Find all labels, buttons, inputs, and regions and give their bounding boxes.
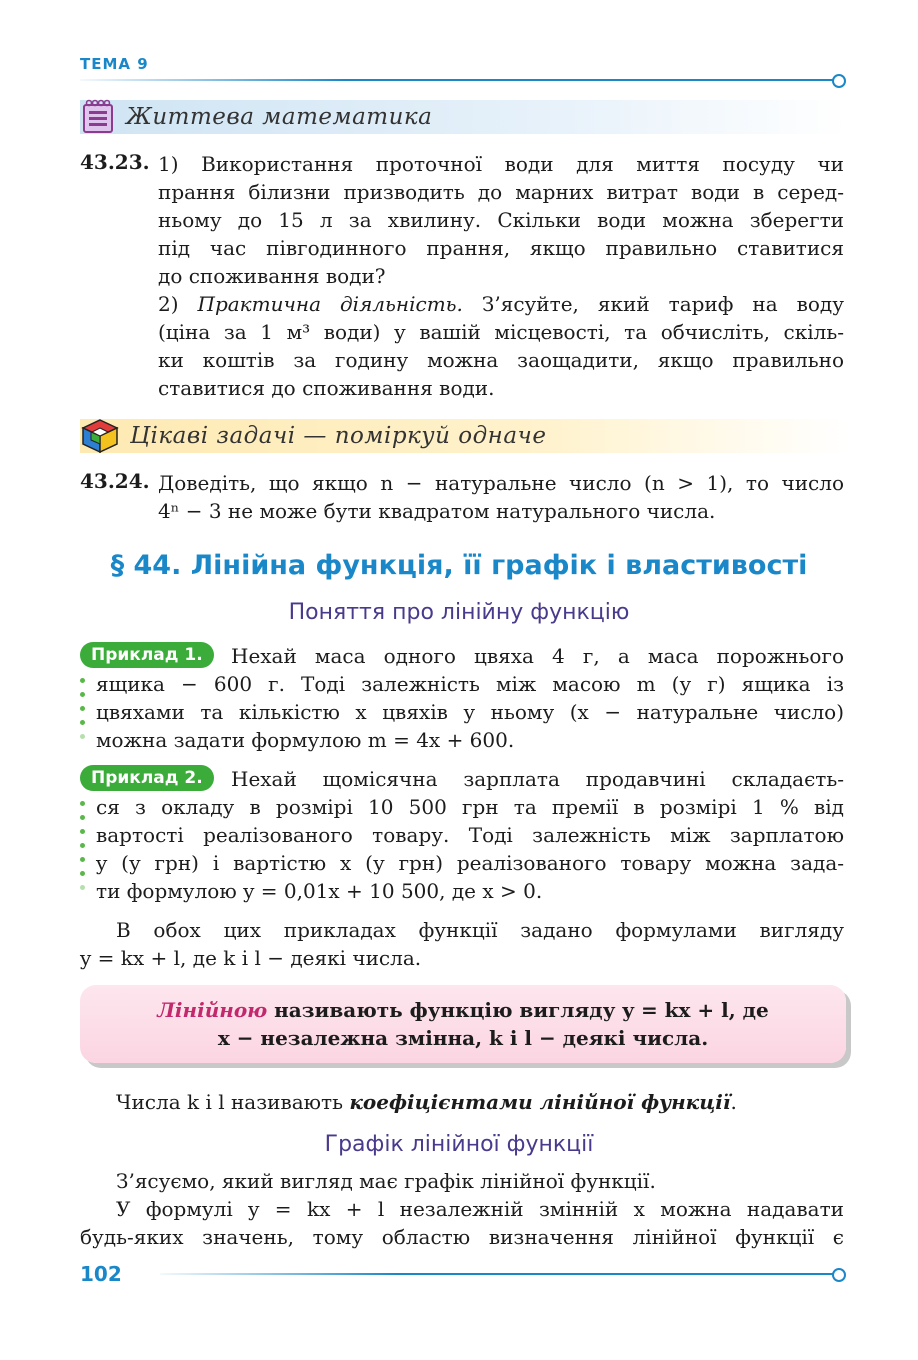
text-line: Доведіть, що якщо n − натуральне число (n > 1), то число (158, 471, 844, 495)
example-1-text (96, 642, 844, 754)
header-rule (80, 79, 835, 81)
text-line: будь-яких значень, тому областю визначення лінійної функції є (80, 1225, 844, 1249)
text-line: цвяхами та кількістю x цвяхів у ньому (x − натуральне число) (96, 700, 844, 724)
coefficients-suffix: . (730, 1090, 737, 1114)
example-2-text (96, 765, 844, 905)
footer-rule-end-icon (832, 1268, 846, 1282)
text-line: (ціна за 1 м³ води) у вашій місцевості, та обчисліть, скіль- (158, 320, 844, 344)
text-line: В обох цих прикладах функції задано формулами вигляду (116, 918, 844, 942)
text-line: Нехай маса одного цвяха 4 г, а маса порожнього (231, 644, 844, 668)
summary-text (80, 916, 844, 972)
text-line: ящика − 600 г. Тоді залежність між масою m (у г) ящика із (96, 672, 844, 696)
cube-icon (80, 418, 120, 454)
example-1-dots (80, 678, 84, 748)
text-line: до споживання води? (158, 264, 386, 288)
definition-box (80, 985, 846, 1063)
text-line: Нехай щомісячна зарплата продавчині складаєть- (231, 767, 844, 791)
interesting-problems-title: Цікаві задачі — поміркуй одначе (130, 423, 547, 449)
text-line: ти формулою y = 0,01x + 10 500, де x > 0. (96, 879, 543, 903)
problem-43-23-text (158, 150, 844, 402)
text-line: ки коштів за годину можна заощадити, якщо правильно (158, 348, 844, 372)
example-2-badge: Приклад 2. (80, 765, 214, 791)
life-math-banner (80, 100, 848, 134)
header-rule-end-icon (832, 74, 846, 88)
coefficients-sentence (116, 1088, 737, 1116)
definition-line-1 (80, 985, 846, 1024)
text-line: y (у грн) і вартістю x (у грн) реалізованого товару можна зада- (96, 851, 844, 875)
interesting-problems-banner (80, 419, 848, 453)
text-line: 1) Використання проточної води для миття посуду чи (158, 152, 844, 176)
text-line: вартості реалізованого товару. Тоді залежність між зарплатою (96, 823, 844, 847)
text-line: прання білизни призводить до марних витрат води в серед- (158, 180, 844, 204)
topic-label: ТЕМА 9 (80, 55, 149, 73)
example-1-badge: Приклад 1. (80, 642, 214, 668)
text-line: під час півгодинного прання, якщо правильно ставитися (158, 236, 844, 260)
coefficients-prefix: Числа k і l називають (116, 1090, 350, 1114)
text-line: ставитися до споживання води. (158, 376, 495, 400)
page-number: 102 (80, 1262, 122, 1286)
coefficients-term: коефіцієнтами лінійної функції (349, 1090, 731, 1114)
text-line: y = kx + l, де k і l − деякі числа. (80, 946, 422, 970)
text-line: ньому до 15 л за хвилину. Скільки води можна зберегти (158, 208, 844, 232)
problem-number-43-23: 43.23. (80, 150, 150, 174)
practical-activity-label: Практична діяльність. (197, 292, 463, 316)
text-line: У формулі y = kx + l незалежній змінній x можна надавати (116, 1197, 844, 1221)
subheading-linear-function-graph: Графік лінійної функції (324, 1132, 594, 1157)
text-line: 4ⁿ − 3 не може бути квадратом натурального числа. (158, 499, 716, 523)
subheading-linear-function-concept: Поняття про лінійну функцію (288, 600, 630, 625)
part2-prefix: 2) (158, 292, 198, 316)
text-line (158, 290, 844, 318)
example-2-dots (80, 801, 84, 899)
problem-43-24-text (158, 469, 844, 525)
problem-number-43-24: 43.24. (80, 469, 150, 493)
text-line: ся з окладу в розмірі 10 500 грн та премії в розмірі 1 % від (96, 795, 844, 819)
definition-line-2: x − незалежна змінна, k і l − деякі числа. (217, 1026, 709, 1050)
notebook-icon (80, 99, 116, 135)
life-math-title: Життева математика (126, 104, 433, 130)
text-line: З’ясуємо, який вигляд має графік лінійної функції. (116, 1169, 656, 1193)
text-line: можна задати формулою m = 4x + 600. (96, 728, 515, 752)
definition-term: Лінійною (157, 998, 268, 1022)
footer-rule (160, 1273, 835, 1275)
graph-intro-text (80, 1167, 844, 1251)
definition-line-1-rest: називають функцію вигляду y = kx + l, де (267, 998, 769, 1022)
paragraph-title: § 44. Лінійна функція, її графік і властивості (110, 550, 808, 581)
part2-rest: З’ясуйте, який тариф на воду (462, 292, 845, 316)
